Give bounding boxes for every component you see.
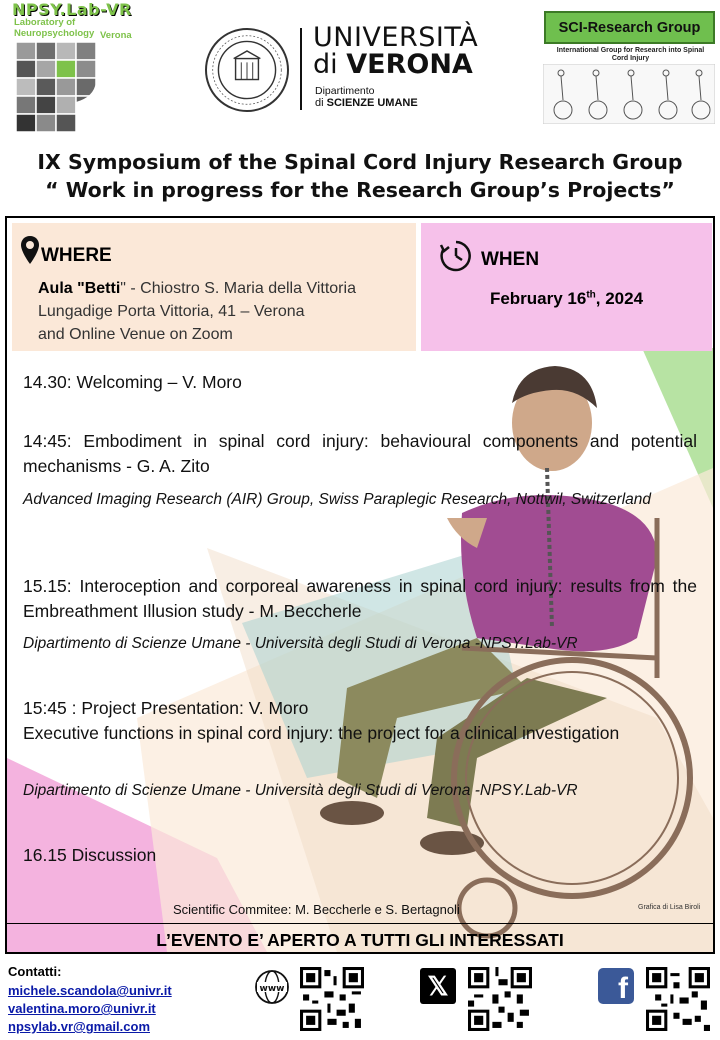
- x-logo-icon[interactable]: 𝕏: [420, 968, 456, 1004]
- event-date: [421, 289, 712, 309]
- program-item-executive-functions: Executive functions in spinal cord injury: the project for a clinical investigation: [23, 723, 620, 743]
- venue-name: Aula "Betti: [38, 280, 121, 297]
- symposium-title: IX Symposium of the Spinal Cord Injury Research Group: [37, 150, 683, 174]
- university-seal-icon: [205, 28, 289, 112]
- npsy-city: Verona: [100, 30, 132, 41]
- university-name: UNIVERSITÀ: [313, 22, 479, 53]
- scientific-committee: Scientific Commitee: M. Beccherle e S. Bertagnoli: [173, 902, 460, 917]
- npsy-title: NPSY.Lab-VR: [12, 0, 132, 19]
- art-credit: Grafica di Lisa Biroli: [638, 904, 701, 911]
- location-pin-icon: [20, 235, 40, 265]
- department-name: [315, 97, 418, 109]
- qr-code-icon[interactable]: [300, 967, 364, 1031]
- program-item-project-presentation: 15:45 : Project Presentation: V. Moro: [23, 698, 309, 718]
- university-city-name: VERONA: [346, 49, 473, 80]
- facebook-logo-icon[interactable]: f: [598, 968, 634, 1004]
- program-box: [5, 216, 715, 954]
- qr-code-icon[interactable]: [646, 967, 710, 1031]
- venue-line: [38, 280, 356, 298]
- npsy-lab-logo: [6, 2, 141, 130]
- program-item-interoception: 15.15: Interoception and corporeal awareness in spinal cord injury: results from the Embreathment Illusion study - M. Beccherle: [23, 576, 697, 621]
- department-title: SCIENZE UMANE: [326, 97, 418, 109]
- program-item-embodiment: 14:45: Embodiment in spinal cord injury: behavioural components and potential mechanisms - G. A. Zito: [23, 431, 697, 476]
- contact-email-npsylab[interactable]: npsylab.vr@gmail.com: [8, 1019, 150, 1034]
- venue-address: Lungadige Porta Vittoria, 41 – Verona: [38, 303, 305, 320]
- contact-email-moro[interactable]: valentina.moro@univr.it: [8, 1001, 156, 1016]
- event-date-sup: th: [586, 289, 596, 301]
- symposium-subtitle: “ Work in progress for the Research Group’s Projects”: [45, 178, 675, 202]
- when-panel: [421, 223, 712, 351]
- program-item-interoception-affiliation: Dipartimento di Scienze Umane - Università degli Studi di Verona -NPSY.Lab-VR: [23, 635, 578, 652]
- university-city-prefix: di: [313, 49, 347, 80]
- where-label: WHERE: [41, 245, 112, 266]
- contacts-label: Contatti:: [8, 964, 62, 979]
- venue-rest: " - Chiostro S. Maria della Vittoria: [120, 280, 356, 297]
- venue-online: and Online Venue on Zoom: [38, 326, 233, 343]
- wheelchair-sequence-drawing: [543, 64, 715, 124]
- program-item-embodiment-affiliation: Advanced Imaging Research (AIR) Group, Swiss Paraplegic Research, Nottwil, Switzerland: [23, 491, 652, 508]
- notice-divider: [7, 923, 713, 924]
- program-item-discussion: 16.15 Discussion: [23, 845, 157, 865]
- svg-text:www: www: [259, 984, 285, 994]
- when-label: WHEN: [481, 249, 540, 270]
- where-panel: [12, 223, 416, 351]
- www-globe-icon[interactable]: [254, 969, 290, 1005]
- npsy-subtitle: Laboratory of Neuropsychology: [14, 17, 95, 39]
- puzzle-head-icon: [16, 42, 96, 132]
- event-date-main: February 16: [489, 289, 587, 308]
- program-item-executive-affiliation: Dipartimento di Scienze Umane - Università degli Studi di Verona -NPSY.Lab-VR: [23, 782, 578, 799]
- header-divider: [300, 28, 302, 110]
- program-item-welcoming: 14.30: Welcoming – V. Moro: [23, 372, 242, 392]
- clock-icon: [439, 239, 473, 273]
- university-city: [313, 51, 473, 78]
- event-date-year: , 2024: [595, 289, 644, 308]
- department-prefix: di: [315, 97, 327, 109]
- open-event-notice: L’EVENTO E’ APERTO A TUTTI GLI INTERESSATI: [156, 930, 564, 950]
- contact-email-scandola[interactable]: michele.scandola@univr.it: [8, 983, 172, 998]
- department-label: Dipartimento: [315, 85, 375, 97]
- qr-code-icon[interactable]: [468, 967, 532, 1031]
- sci-group-subtitle: International Group for Research into Spinal Cord Injury: [556, 47, 705, 63]
- sci-group-logo: SCI-Research Group: [544, 11, 715, 44]
